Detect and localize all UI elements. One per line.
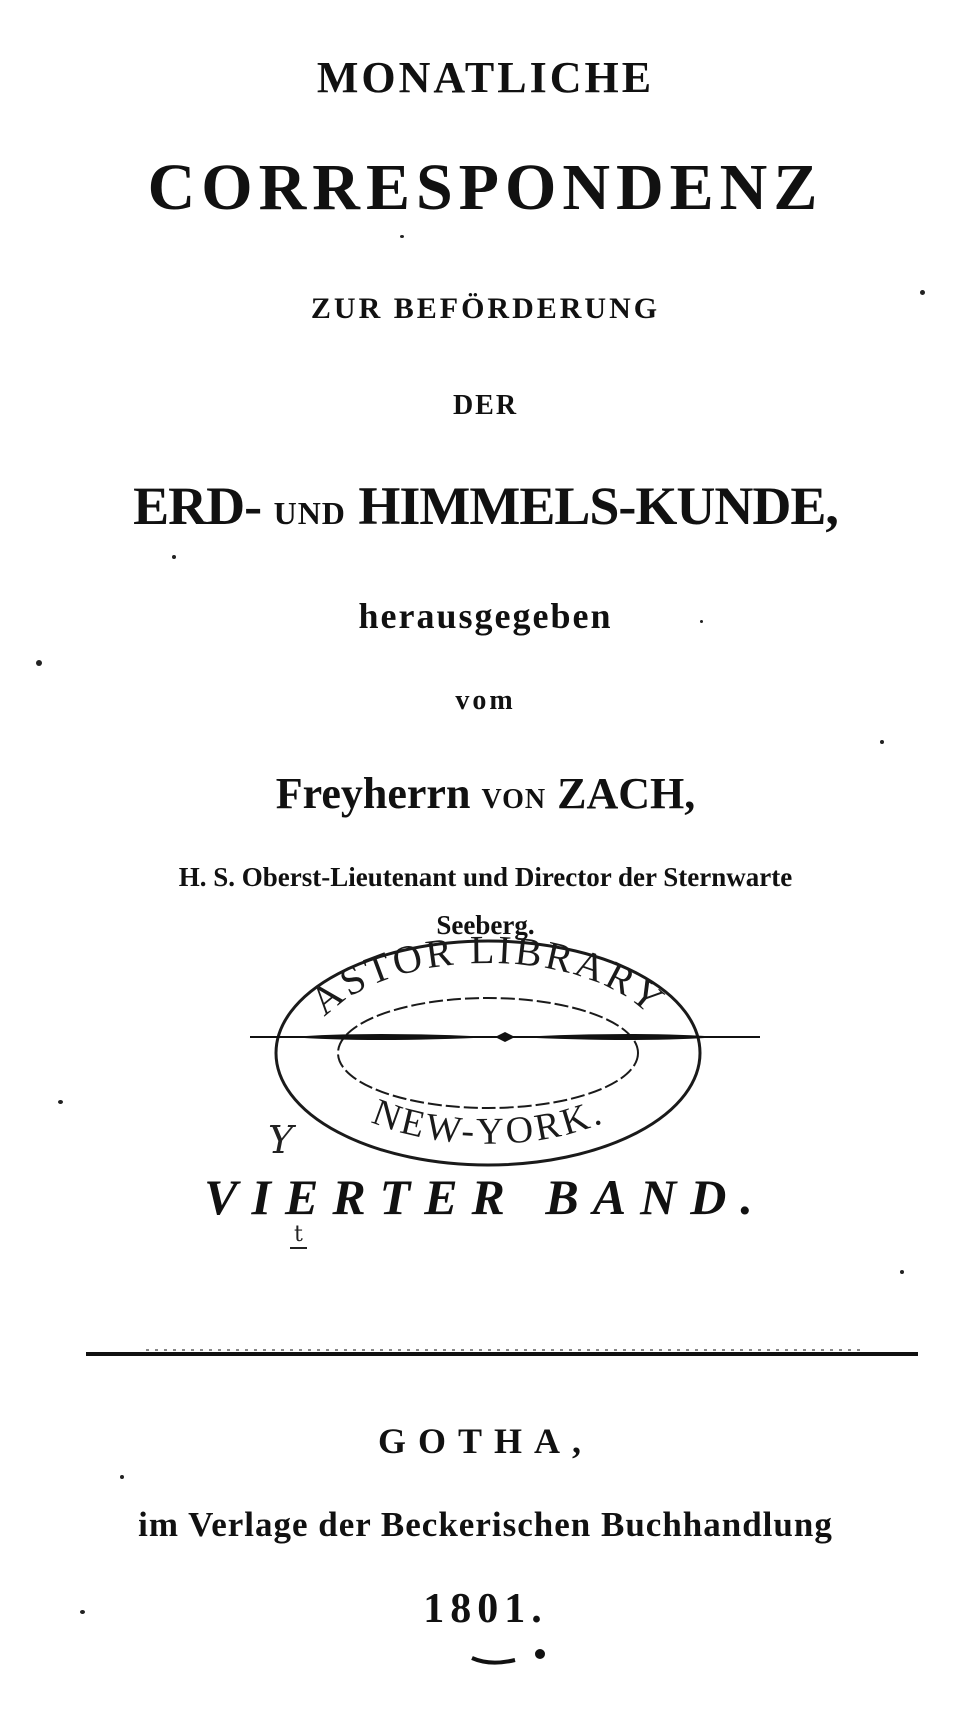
scan-speck: [920, 290, 925, 295]
subtitle-zur-befoerderung: ZUR BEFÖRDERUNG: [310, 292, 661, 325]
svg-text:ASTOR LIBRARY: [301, 933, 675, 1024]
vom-text: vom: [455, 685, 516, 716]
subtitle-erd-und-himmels-kunde: [0, 475, 971, 537]
scan-speck: [900, 1270, 904, 1274]
editor-von: VON: [481, 784, 547, 815]
scan-speck: [120, 1475, 124, 1479]
editor-zach: ZACH,: [557, 769, 696, 818]
editor-title: H. S. Oberst-Lieutenant und Director der Sternwarte: [178, 862, 793, 892]
subtitle-der: DER: [452, 390, 519, 421]
handwritten-tick-mark: t: [290, 1222, 307, 1249]
subtitle-erd: ERD-: [133, 476, 262, 536]
stamp-bottom-text: NEW-YORK.: [366, 1090, 610, 1153]
svg-text:NEW-YORK.: [367, 1091, 610, 1153]
imprint-publisher: im Verlage der Beckerischen Buchhandlung: [138, 1505, 833, 1544]
stamp-divider-rule: [250, 1030, 760, 1044]
editor-name: [0, 768, 971, 819]
subtitle-und: UND: [273, 495, 346, 531]
horizontal-rule: [86, 1348, 918, 1360]
astor-library-stamp: [268, 933, 708, 1173]
herausgegeben-text: herausgegeben: [358, 596, 613, 636]
handwritten-shelf-mark: Y: [268, 1118, 294, 1162]
imprint-year: 1801.: [423, 1586, 548, 1632]
flourish-mark: [470, 1648, 550, 1668]
title-line-monatliche: MONATLICHE: [316, 53, 655, 102]
editor-location: Seeberg.: [436, 910, 535, 940]
volume-label: VIERTER BAND.: [204, 1169, 767, 1225]
scan-speck: [700, 620, 703, 623]
subtitle-himmels-kunde: HIMMELS-KUNDE,: [358, 476, 838, 536]
scan-speck: [172, 555, 176, 559]
stamp-top-text: ASTOR LIBRARY: [301, 933, 675, 1024]
imprint-city: GOTHA,: [377, 1421, 593, 1461]
scan-speck: [400, 235, 404, 238]
scan-speck: [80, 1610, 85, 1614]
scan-speck: [58, 1100, 63, 1104]
scan-speck: [880, 740, 884, 744]
scan-speck: [36, 660, 42, 666]
title-line-correspondenz: CORRESPONDENZ: [147, 151, 824, 224]
editor-freyherrn: Freyherrn: [275, 769, 471, 818]
